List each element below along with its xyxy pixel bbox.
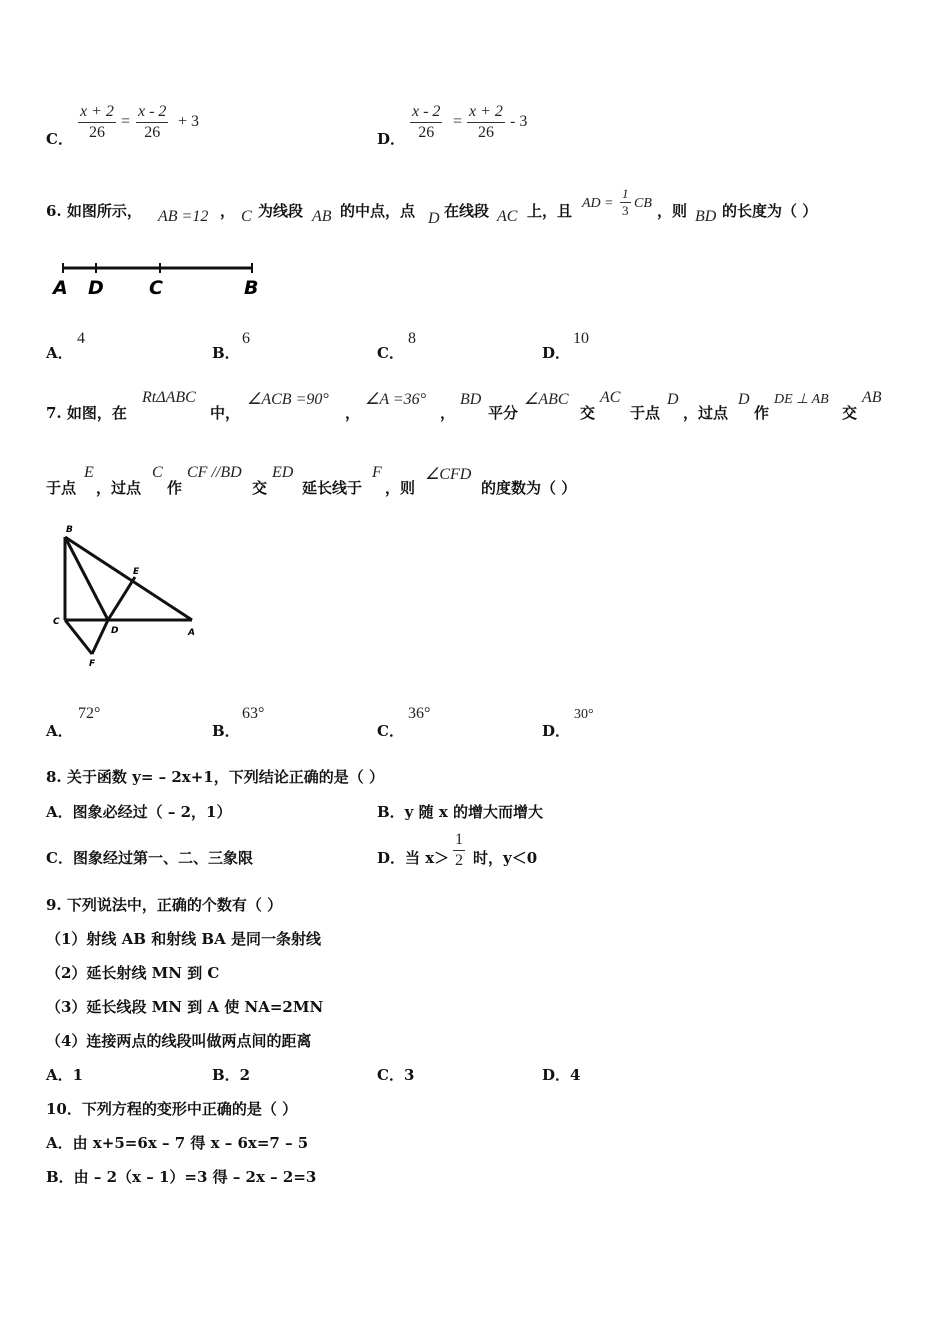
text: 于点 (630, 404, 661, 422)
q9-statement: （3）延长线段 MN 到 A 使 NA=2MN (46, 998, 324, 1016)
option-value: 63° (242, 705, 265, 722)
text: 延长线于 (302, 479, 363, 497)
q9-option-d: D．4 (542, 1066, 581, 1084)
math: C (152, 464, 163, 481)
segment-df (92, 620, 108, 654)
q9-statement: （1）射线 AB 和射线 BA 是同一条射线 (46, 930, 321, 948)
text: ，过点 (683, 404, 729, 422)
segment-cf (65, 620, 92, 654)
q8-option-a: A．图象必经过（ – 2，1） (46, 803, 232, 821)
q5-c-lhs-fraction (78, 102, 116, 143)
math: AB (862, 389, 882, 406)
text: ， (440, 404, 456, 422)
text: 作 (754, 404, 770, 422)
numerator: x - 2 (136, 102, 168, 123)
label-b: B (66, 525, 73, 535)
q8-option-b: B．y 随 x 的增大而增大 (377, 803, 544, 821)
option-label: B． (212, 344, 240, 362)
q10-stem: 10．下列方程的变形中正确的是（ ） (46, 1100, 298, 1118)
numerator: 1 (453, 830, 465, 851)
text: 交 (252, 479, 268, 497)
denominator: 26 (88, 124, 105, 141)
text: 上，且 (527, 202, 573, 220)
math: ∠ABC (524, 391, 569, 408)
q9-option-c: C．3 (377, 1066, 415, 1084)
text: ，过点 (96, 479, 142, 497)
numerator: x - 2 (410, 102, 442, 123)
q9-option-b: B．2 (212, 1066, 251, 1084)
label-c: C (149, 277, 163, 298)
option-label: A． (46, 344, 73, 362)
math: D (667, 391, 679, 408)
fraction-one-half (453, 830, 465, 871)
equals-sign: = (453, 113, 463, 130)
text: 在线段 (444, 202, 490, 220)
option-value: 30° (574, 707, 594, 722)
math: F (372, 464, 382, 481)
q10-option-b: B．由 – 2（x – 1）=3 得 – 2x – 2=3 (46, 1168, 317, 1186)
q5-option-d-label: D． (377, 130, 406, 148)
text: 的度数为（ ） (481, 479, 577, 497)
option-label: C． (377, 722, 404, 740)
math: D (428, 210, 440, 227)
option-value: 8 (408, 330, 416, 347)
denominator: 2 (455, 852, 463, 869)
q9-option-a: A．1 (46, 1066, 84, 1084)
segment-de (108, 577, 135, 620)
math: CB (634, 196, 652, 211)
fraction (620, 186, 631, 219)
q5-d-lhs-fraction (410, 102, 442, 143)
math: ∠A =36° (365, 391, 427, 408)
math: DE ⊥ AB (774, 392, 829, 407)
q9-statement: （4）连接两点的线段叫做两点间的距离 (46, 1032, 312, 1050)
math: ∠CFD (425, 466, 472, 483)
denominator: 3 (622, 203, 629, 218)
q8-option-c: C．图象经过第一、二、三象限 (46, 849, 253, 867)
text: ， (345, 404, 361, 422)
q9-stem: 9. 下列说法中，正确的个数有（ ） (46, 896, 283, 914)
math: AD = (582, 196, 614, 211)
q5-d-rhs-fraction (467, 102, 505, 143)
numerator: x + 2 (78, 102, 116, 123)
label-f: F (89, 659, 96, 669)
option-label: A． (46, 722, 73, 740)
math: ED (272, 464, 294, 481)
math: C (241, 208, 252, 225)
label-a: A (188, 628, 195, 638)
numerator: x + 2 (467, 102, 505, 123)
q7-stem: 7. 如图，在 (46, 404, 127, 422)
q9-statement: （2）延长射线 MN 到 C (46, 964, 220, 982)
text: 为线段 (258, 202, 304, 220)
math: BD (460, 391, 482, 408)
label-b: B (244, 277, 259, 298)
text: 中， (210, 404, 241, 422)
option-value: 72° (78, 705, 101, 722)
text: 平分 (488, 404, 519, 422)
text: 作 (167, 479, 183, 497)
q6-segment-figure (50, 258, 270, 298)
label-e: E (133, 567, 140, 577)
math: BD (695, 208, 717, 225)
option-value: 36° (408, 705, 431, 722)
q5-option-c-label: C． (46, 130, 73, 148)
math: AC (497, 208, 518, 225)
option-label: B． (212, 722, 240, 740)
option-value: 10 (573, 330, 589, 347)
text: 交 (842, 404, 858, 422)
option-label: C． (377, 344, 404, 362)
label-c: C (53, 617, 60, 627)
math: D (738, 391, 750, 408)
math: ∠ACB =90° (247, 391, 329, 408)
equals-sign: = (121, 113, 131, 130)
denominator: 26 (418, 124, 435, 141)
q6-stem: 6. 如图所示， (46, 202, 142, 220)
label-d: D (111, 626, 119, 636)
q8-option-d-tail: 时，y＜0 (473, 849, 538, 867)
denominator: 26 (144, 124, 161, 141)
text: 于点 (46, 479, 77, 497)
math: E (84, 464, 94, 481)
side-ba (65, 537, 192, 620)
math: AB =12 (158, 208, 209, 225)
math: AC (600, 389, 621, 406)
label-d: D (88, 277, 104, 298)
math: CF //BD (187, 464, 242, 481)
math: AB (312, 208, 332, 225)
q8-stem: 8. 关于函数 y= – 2x+1，下列结论正确的是（ ） (46, 768, 384, 786)
text: 的中点，点 (340, 202, 416, 220)
q5-c-rhs-fraction (136, 102, 168, 143)
option-value: 4 (77, 330, 85, 347)
q7-triangle-figure (45, 520, 215, 670)
q5-d-tail: - 3 (510, 113, 528, 130)
text: 的长度为（ ） (722, 202, 818, 220)
q5-c-tail: + 3 (178, 113, 200, 130)
option-label: D． (542, 344, 571, 362)
text: 交 (580, 404, 596, 422)
option-label: D． (542, 722, 571, 740)
text: ，则 (385, 479, 416, 497)
q10-option-a: A．由 x+5=6x – 7 得 x – 6x=7 – 5 (46, 1134, 309, 1152)
label-a: A (53, 277, 68, 298)
math: RtΔABC (142, 389, 196, 406)
q8-option-d: D．当 x＞ (377, 849, 450, 867)
denominator: 26 (477, 124, 494, 141)
text: ， (220, 202, 236, 220)
text: ，则 (657, 202, 688, 220)
numerator: 1 (622, 186, 629, 201)
option-value: 6 (242, 330, 250, 347)
